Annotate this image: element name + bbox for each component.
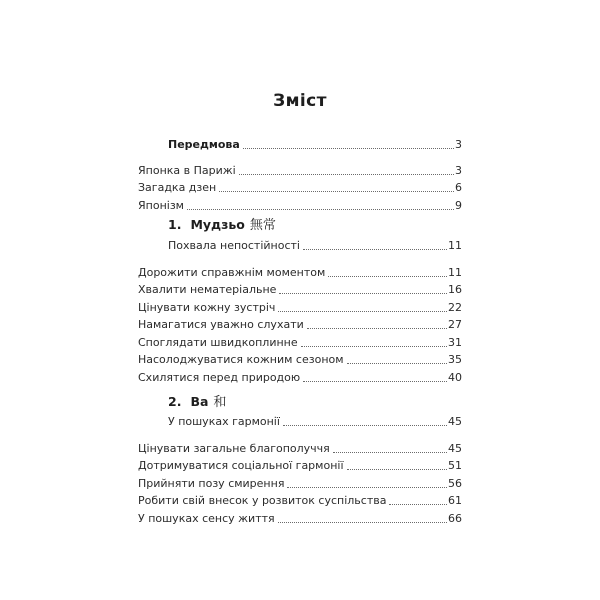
toc-entry-page: 22	[448, 300, 462, 314]
toc-entry-label: У пошуках гармонії	[168, 415, 280, 428]
toc-entry	[138, 319, 462, 331]
toc-entry	[138, 182, 462, 194]
toc-entry	[138, 460, 462, 472]
chapter-kanji: 無常	[249, 218, 276, 233]
toc-dot-leader	[328, 276, 447, 277]
toc-entry-label: Цінувати загальне благополуччя	[138, 442, 330, 455]
toc-entry-page: 35	[448, 353, 462, 366]
toc-entry-label: Похвала непостійності	[168, 239, 300, 252]
toc-dot-leader	[301, 346, 447, 347]
toc-entry-page: 61	[448, 494, 462, 507]
toc-entry	[138, 513, 462, 525]
chapter-heading-2	[138, 395, 462, 409]
toc-dot-leader	[279, 293, 447, 294]
toc-dot-leader	[278, 311, 447, 312]
toc-entry-label: Дотримуватися соціальної гармонії	[138, 460, 344, 472]
toc-dot-leader	[187, 209, 454, 210]
toc-entry-page: 40	[448, 370, 462, 384]
toc-entry-page: 31	[448, 335, 462, 349]
toc-dot-leader	[287, 487, 447, 488]
toc-entry-preface	[138, 139, 462, 151]
toc-entry	[138, 372, 462, 384]
toc-entry-label: Насолоджуватися кожним сезоном	[138, 354, 344, 366]
toc-entry-page: 6	[455, 181, 462, 194]
toc-entry	[138, 354, 462, 366]
toc-content	[138, 92, 462, 530]
toc-entry-label: Японка в Парижі	[138, 164, 236, 177]
toc-entry	[138, 267, 462, 279]
toc-entry-label: Робити свій внесок у розвиток суспільства	[138, 495, 387, 507]
toc-entry	[138, 495, 462, 507]
toc-entry-label: Схилятися перед природою	[138, 371, 301, 384]
toc-dot-leader	[389, 504, 447, 505]
toc-entry-label: У пошуках сенсу життя	[138, 512, 275, 525]
toc-dot-leader	[243, 148, 454, 149]
toc-dot-leader	[307, 328, 447, 329]
toc-entry-label: Намагатися уважно слухати	[138, 319, 304, 331]
toc-dot-leader	[347, 469, 448, 470]
chapter-kanji: 和	[213, 395, 227, 410]
toc-dot-leader	[303, 381, 447, 382]
toc-dot-leader	[283, 425, 447, 426]
toc-entry-label: Загадка дзен	[138, 182, 217, 194]
chapter-subtitle-2	[138, 416, 462, 428]
chapter-subtitle-1	[138, 240, 462, 252]
toc-dot-leader	[239, 174, 454, 175]
toc-entry-label: Передмова	[168, 139, 240, 151]
toc-dot-leader	[347, 363, 447, 364]
chapter-name: Мудзьо	[190, 217, 245, 232]
toc-dot-leader	[333, 452, 447, 453]
toc-entry-page: 56	[448, 476, 462, 490]
toc-entry-page: 3	[455, 163, 462, 177]
chapter-number: 1.	[168, 217, 182, 232]
toc-entry-page: 51	[448, 459, 462, 472]
toc-entry-page: 11	[448, 238, 462, 252]
toc-entry-page: 45	[448, 414, 462, 428]
toc-entry-label: Прийняти позу смирення	[138, 477, 285, 490]
toc-entry-page: 3	[455, 138, 462, 151]
toc-entry	[138, 478, 462, 490]
toc-entry-label: Японізм	[138, 199, 184, 212]
toc-entry	[138, 337, 462, 349]
toc-entry-page: 27	[448, 318, 462, 331]
toc-dot-leader	[278, 522, 447, 523]
toc-entry-label: Дорожити справжнім моментом	[138, 266, 326, 279]
toc-entry	[138, 200, 462, 212]
toc-dot-leader	[219, 191, 454, 192]
toc-entry-page: 11	[448, 265, 462, 279]
toc-entry	[138, 165, 462, 177]
page-title: Зміст	[273, 91, 327, 111]
chapter-number: 2.	[168, 394, 182, 409]
toc-entry-page: 9	[455, 198, 462, 212]
toc-entry	[138, 302, 462, 314]
toc-entry-label: Хвалити нематеріальне	[138, 284, 277, 296]
toc-entry	[138, 284, 462, 296]
toc-entry	[138, 443, 462, 455]
toc-entry-label: Цінувати кожну зустріч	[138, 301, 276, 314]
chapter-heading-1	[138, 218, 462, 232]
toc-entry-page: 66	[448, 511, 462, 525]
chapter-name: Ва	[190, 394, 209, 409]
toc-entry-page: 16	[448, 283, 462, 296]
toc-entry-label: Споглядати швидкоплинне	[138, 336, 298, 349]
toc-dot-leader	[303, 249, 447, 250]
toc-entry-page: 45	[448, 441, 462, 455]
